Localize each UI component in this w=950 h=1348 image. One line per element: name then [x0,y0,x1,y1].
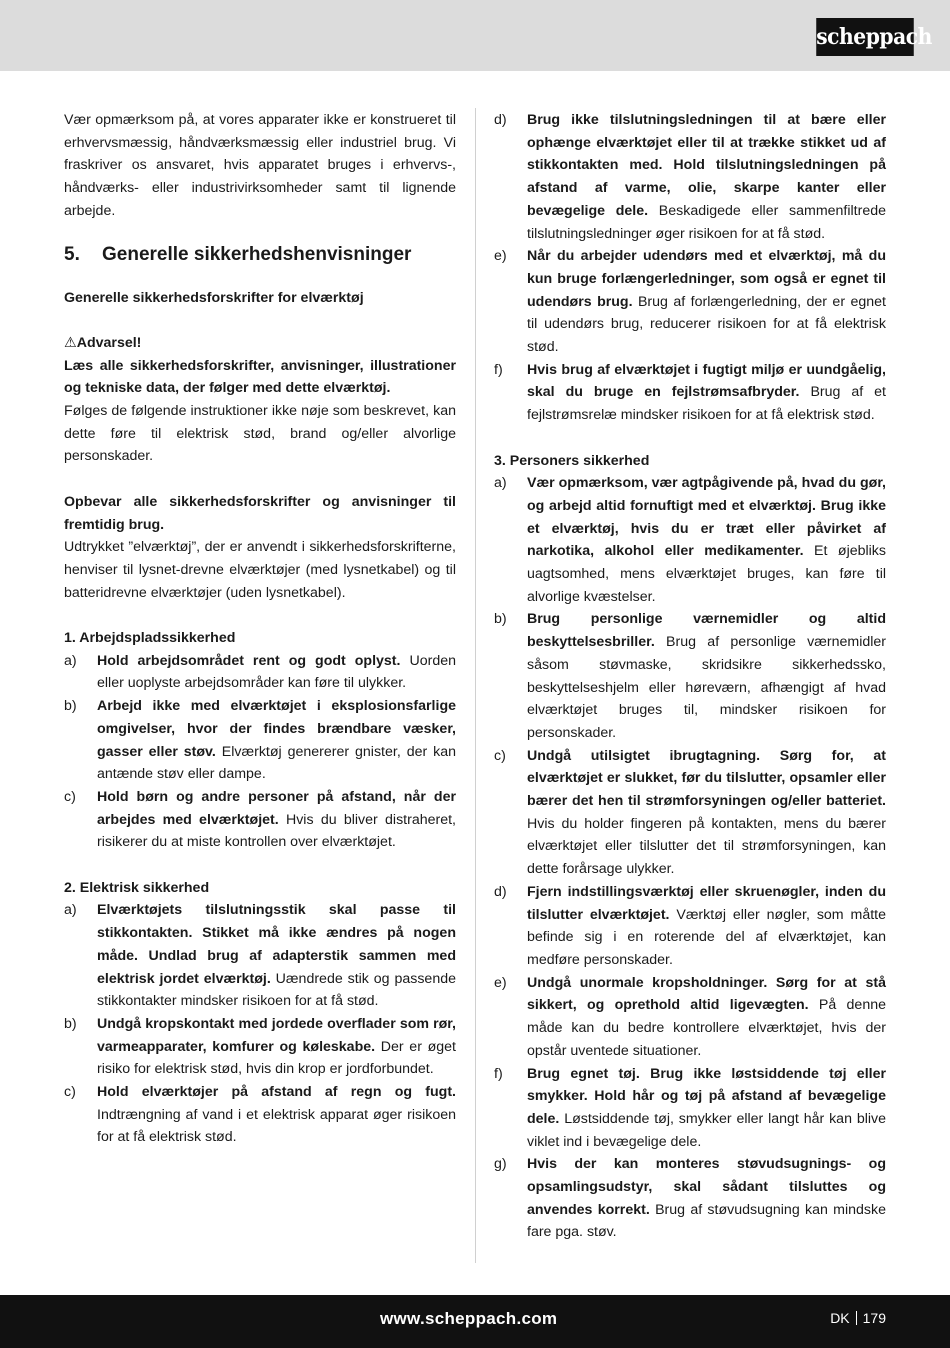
section-number: 5. [64,243,80,265]
list-item-normal: Et øjebliks uagtsomhed, mens elværktøjet bruges, kan føre til alvorlige kvæstelser. [527,543,886,605]
list-item [64,1013,456,1081]
list-item-text [527,359,886,427]
list-item [494,972,886,1063]
list-item-bold: Brug personlige værnemidler og altid beskyttelsesbriller. [527,611,886,651]
list-item-normal: Uændrede stik og passende stikkontakter mindsker risikoen for at få stød. [97,970,456,1010]
list-item-bold: Undgå utilsigtet ibrugtagning. Sørg for, at elværktøjet er slukket, før du tilslutter, opsamler eller bærer det hen til strømforsyningen og/eller batteriet. [527,747,886,810]
list-item-normal: Brug af forlængerledning, der er egnet til udendørs brug, reducerer risikoen for at få elektrisk stød. [527,293,886,356]
list-item-label: g) [494,1156,507,1173]
list-item-bold: Brug egnet tøj. Brug ikke løstsiddende tøj eller smykker. Hold hår og tøj på afstand af bevægelige dele. [527,1065,886,1127]
list-item-label: b) [494,611,507,628]
list-item-label: c) [494,747,506,764]
list-item-text [527,245,886,359]
subtitle: Generelle sikkerhedsforskrifter for elværktøj [64,289,364,306]
keep-instructions-bold: Opbevar alle sikkerhedsforskrifter og anvisninger til fremtidig brug. [64,493,456,533]
list-item-label: f) [494,361,503,378]
list-item [494,109,886,245]
list-item-text [527,608,886,744]
list-item-text [527,972,886,1063]
list-item [64,695,456,786]
list-item [494,745,886,881]
list-item-label: e) [494,248,507,265]
left-column [64,109,456,1149]
warning-heading [64,332,456,355]
list-item-bold: Vær opmærksom, vær agtpågivende på, hvad du gør, og arbejd altid fornuftigt med et elværktøj. Brug ikke et elværktøj, hvis du er træt eller påvirket af narkotika, alkohol eller medikamenter. [527,475,886,560]
page-footer [0,1295,950,1348]
footer-url[interactable]: www.scheppach.com [380,1309,558,1328]
list-item [64,650,456,695]
list-item-text [97,1081,456,1149]
list-item [494,245,886,359]
list-item-text [97,899,456,1013]
list-item-label: b) [64,698,77,715]
list-item [494,472,886,608]
list-item-label: b) [64,1015,77,1032]
list-item-label: a) [64,902,77,919]
section-heading [64,243,456,267]
list-item-bold: Hold børn og andre personer på afstand, når der arbejdes med elværktøjet. [97,788,456,828]
intro-paragraph: Vær opmærksom på, at vores apparater ikke er konstrueret til erhvervsmæssig, håndværksmæssig eller industriel brug. Vi fraskriver os ansvaret, hvis apparatet bruges i erhvervs-, håndværks- eller industrivirksomheder samt til lignende arbejde. [64,112,456,219]
list-item [64,1081,456,1149]
list-item [494,881,886,972]
section2-list [64,899,456,1149]
page-number [830,1310,886,1326]
list-item [64,786,456,854]
list-item-label: c) [64,1084,76,1101]
list-item-label: e) [494,974,507,991]
list-item [494,1063,886,1154]
list-item-bold: Elværktøjets tilslutningsstik skal passe til stikkontakten. Stikket må ikke ændres på nogen måde. Undlad brug af adapterstik sammen med elektrisk jordet elværktøj. [97,902,456,987]
list-item-label: a) [64,652,77,669]
warning-icon: ⚠ [64,334,77,351]
list-item-normal: Værktøj eller nøgler, som måtte befinde sig i en roterende del af elværktøjet, kan medføre personskader. [527,906,886,968]
list-item-label: a) [494,475,507,492]
list-item-text [97,1013,456,1081]
page-number-value: 179 [862,1310,886,1326]
scheppach-logo: scheppach [816,18,914,56]
right-column [494,109,886,1244]
list-item-bold: Hvis der kan monteres støvudsugnings- og opsamlingsudstyr, skal sådant tilsluttes og anvendes korrekt. [527,1156,886,1218]
list-item-bold: Når du arbejder udendørs med et elværktøj, må du kun bruge forlængerledninger, som også er egnet til udendørs brug. [527,248,886,310]
list-item-normal: Brug af et fejlstrømsrelæ mindsker risikoen for at få elektrisk stød. [527,384,886,424]
section2-title: 2. Elektrisk sikkerhed [64,879,210,896]
list-item-normal: På denne måde kan du bedre kontrollere elværktøjet, hvis der opstår uventede situationer. [527,997,886,1059]
list-item-normal: Beskadigede eller sammenfiltrede tilslutningsledninger øger risikoen for at få stød. [527,202,886,242]
list-item-normal: Brug af personlige værnemidler såsom støvmaske, skridsikre sikkerhedssko, beskyttelseshjelm eller høreværn, afhængigt af hvad elværktøjet bruges til, mindsker risikoen for personskader. [527,634,886,741]
list-item-bold: Arbejd ikke med elværktøjet i eksplosionsfarlige omgivelser, hvor der findes brændbare væsker, gasser eller støv. [97,698,456,760]
list-item [494,359,886,427]
list-item [494,1153,886,1244]
list-item-normal: Hvis du holder fingeren på kontakten, mens du bærer elværktøjet eller tilslutter det til strømforsyningen, kan dette forårsage ulykker. [527,815,886,878]
list-item-bold: Hold elværktøjer på afstand af regn og fugt. [97,1084,456,1101]
list-item-normal: Løstsiddende tøj, smykker eller langt hår kan blive viklet ind i bevægelige dele. [527,1110,886,1150]
list-item-text [527,109,886,245]
list-item-bold: Hvis brug af elværktøjet i fugtigt miljø er uundgåelig, skal du bruge en fejlstrømsafbryder. [527,361,886,401]
language-code: DK [830,1310,850,1326]
list-item-bold: Undgå unormale kropsholdninger. Sørg for at stå sikkert, og oprethold altid ligevægten. [527,974,886,1014]
list-item-text [527,1063,886,1154]
section3-title: 3. Personers sikkerhed [494,452,650,469]
list-item-normal: Brug af støvudsugning kan mindske fare pga. støv. [527,1201,886,1241]
list-item-bold: Fjern indstillingsværktøj eller skruenøgler, inden du tilslutter elværktøjet. [527,883,886,923]
list-item-text [527,1153,886,1244]
list-item-text [97,650,456,695]
section-title: Generelle sikkerhedshenvisninger [102,243,412,265]
list-item-label: d) [494,112,507,128]
list-item [64,899,456,1013]
warning-text: Følges de følgende instruktioner ikke nøje som beskrevet, kan dette føre til elektrisk stød, brand og/eller alvorlige personskader. [64,403,456,465]
section3-list [494,472,886,1244]
list-item-label: c) [64,788,76,805]
list-item [494,608,886,744]
list-item-normal: Hvis du bliver distraheret, risikerer du at miste kontrollen over elværktøjet. [97,811,456,851]
section1-list [64,650,456,854]
warning-bold-text: Læs alle sikkerhedsforskrifter, anvisninger, illustrationer og tekniske data, der følger med dette elværktøj. [64,357,456,397]
list-item-text [527,745,886,881]
section1-title: 1. Arbejdspladssikkerhed [64,630,236,647]
list-item-bold: Undgå kropskontakt med jordede overflader som rør, varmeapparater, komfurer og køleskabe. [97,1015,456,1055]
list-item-text [527,472,886,608]
page-separator [856,1311,857,1325]
list-item-label: d) [494,883,507,900]
section2-list-continued [494,109,886,427]
list-item-text [97,786,456,854]
keep-instructions-text: Udtrykket ”elværktøj”, der er anvendt i sikkerhedsforskrifterne, henviser til lysnet-drevne elværktøjer (med lysnetkabel) og til batteridrevne elværktøjer (uden lysnetkabel). [64,539,456,601]
list-item-normal: Elværktøj genererer gnister, der kan antænde støv eller dampe. [97,743,456,783]
column-divider [475,108,476,1263]
list-item-text [97,695,456,786]
warning-label: Advarsel! [76,334,142,351]
list-item-bold: Hold arbejdsområdet rent og godt oplyst. [97,652,401,669]
list-item-label: f) [494,1065,503,1082]
page-header [0,0,950,71]
list-item-normal: Der er øget risiko for elektrisk stød, hvis din krop er jordforbundet. [97,1038,456,1078]
list-item-text [527,881,886,972]
list-item-normal: Uorden eller uoplyste arbejdsområder kan føre til ulykker. [97,652,457,692]
list-item-bold: Brug ikke tilslutningsledningen til at bære eller ophænge elværktøjet eller til at trække stikket ud af stikkontakten med. Hold tilslutningsledningen på afstand af varme, olie, skarpe kanter eller bevægelige dele. [527,112,886,219]
list-item-normal: Indtrængning af vand i et elektrisk apparat øger risikoen for at få elektrisk stød. [97,1106,456,1146]
